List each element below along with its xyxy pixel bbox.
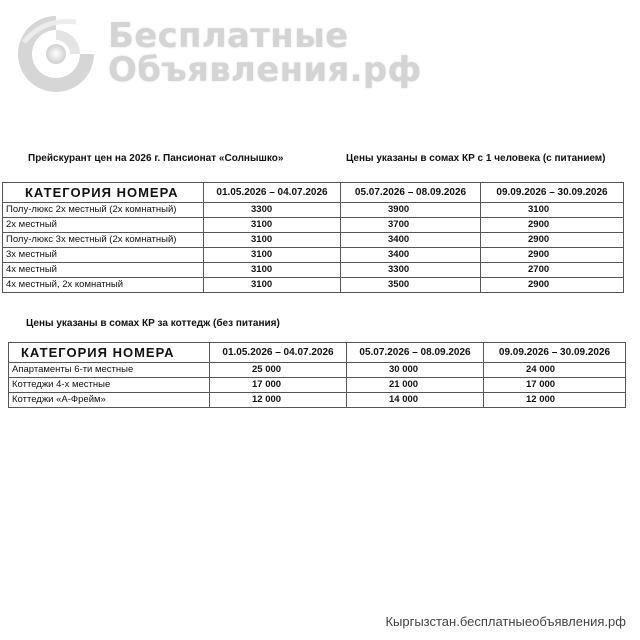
price-cell: 12 000: [210, 393, 347, 408]
price-cell: 3400: [341, 248, 481, 263]
price-cell: 24 000: [484, 363, 626, 378]
price-cell: 3100: [481, 203, 624, 218]
price-cell: 3100: [204, 278, 341, 293]
swirl-logo-icon: [14, 12, 98, 96]
price-cell: 3400: [341, 233, 481, 248]
price-cell: 3300: [204, 203, 341, 218]
price-cell: 2900: [481, 278, 624, 293]
table-row: [9, 363, 626, 378]
watermark-line2: Объявления.рф: [108, 50, 422, 90]
table-header-row: [3, 183, 624, 203]
price-list-title: Прейскурант цен на 2026 г. Пансионат «Солнышко»: [28, 153, 284, 164]
room-category: 3х местный: [3, 248, 204, 263]
table-header-row: [9, 343, 626, 363]
column-header-period3: 09.09.2026 – 30.09.2026: [481, 183, 624, 203]
price-note-with-meals: Цены указаны в сомах КР с 1 человека (с питанием): [346, 153, 606, 164]
table-row: [9, 393, 626, 408]
room-category: 4х местный, 2х комнатный: [3, 278, 204, 293]
table-row: [3, 248, 624, 263]
price-cell: 3100: [204, 248, 341, 263]
price-cell: 2900: [481, 218, 624, 233]
price-cell: 2700: [481, 263, 624, 278]
column-header-period2: 05.07.2026 – 08.09.2026: [347, 343, 484, 363]
cottage-category: Коттеджи «А-Фрейм»: [9, 393, 210, 408]
table-row: [3, 203, 624, 218]
price-cell: 3100: [204, 263, 341, 278]
price-cell: 3300: [341, 263, 481, 278]
price-cell: 21 000: [347, 378, 484, 393]
table-row: [3, 218, 624, 233]
room-category: 4х местный: [3, 263, 204, 278]
price-cell: 2900: [481, 248, 624, 263]
room-category: Полу-люкс 3х местный (2х комнатный): [3, 233, 204, 248]
footer-site-link[interactable]: Кыргызстан.бесплатныеобъявления.рф: [385, 614, 626, 629]
price-cell: 12 000: [484, 393, 626, 408]
column-header-period1: 01.05.2026 – 04.07.2026: [210, 343, 347, 363]
price-cell: 3500: [341, 278, 481, 293]
price-cell: 17 000: [210, 378, 347, 393]
cottage-category: Апартаменты 6-ти местные: [9, 363, 210, 378]
cottage-category: Коттеджи 4-х местные: [9, 378, 210, 393]
price-cell: 3100: [204, 218, 341, 233]
rooms-price-table: [2, 182, 624, 293]
room-category: Полу-люкс 2х местный (2х комнатный): [3, 203, 204, 218]
price-cell: 25 000: [210, 363, 347, 378]
price-cell: 3100: [204, 233, 341, 248]
table-row: [3, 278, 624, 293]
table-row: [3, 233, 624, 248]
watermark-line1: Бесплатные: [108, 16, 349, 56]
price-cell: 14 000: [347, 393, 484, 408]
watermark-logo: [6, 4, 422, 100]
price-note-cottage: Цены указаны в сомах КР за коттедж (без питания): [26, 318, 280, 329]
cottages-price-table: [8, 342, 626, 408]
price-cell: 3700: [341, 218, 481, 233]
column-header-period1: 01.05.2026 – 04.07.2026: [204, 183, 341, 203]
table-row: [9, 378, 626, 393]
column-header-category: КАТЕГОРИЯ НОМЕРА: [3, 183, 204, 203]
room-category: 2х местный: [3, 218, 204, 233]
column-header-period3: 09.09.2026 – 30.09.2026: [484, 343, 626, 363]
column-header-category: КАТЕГОРИЯ НОМЕРА: [9, 343, 210, 363]
price-cell: 2900: [481, 233, 624, 248]
column-header-period2: 05.07.2026 – 08.09.2026: [341, 183, 481, 203]
price-cell: 30 000: [347, 363, 484, 378]
price-cell: 3900: [341, 203, 481, 218]
price-cell: 17 000: [484, 378, 626, 393]
table-row: [3, 263, 624, 278]
